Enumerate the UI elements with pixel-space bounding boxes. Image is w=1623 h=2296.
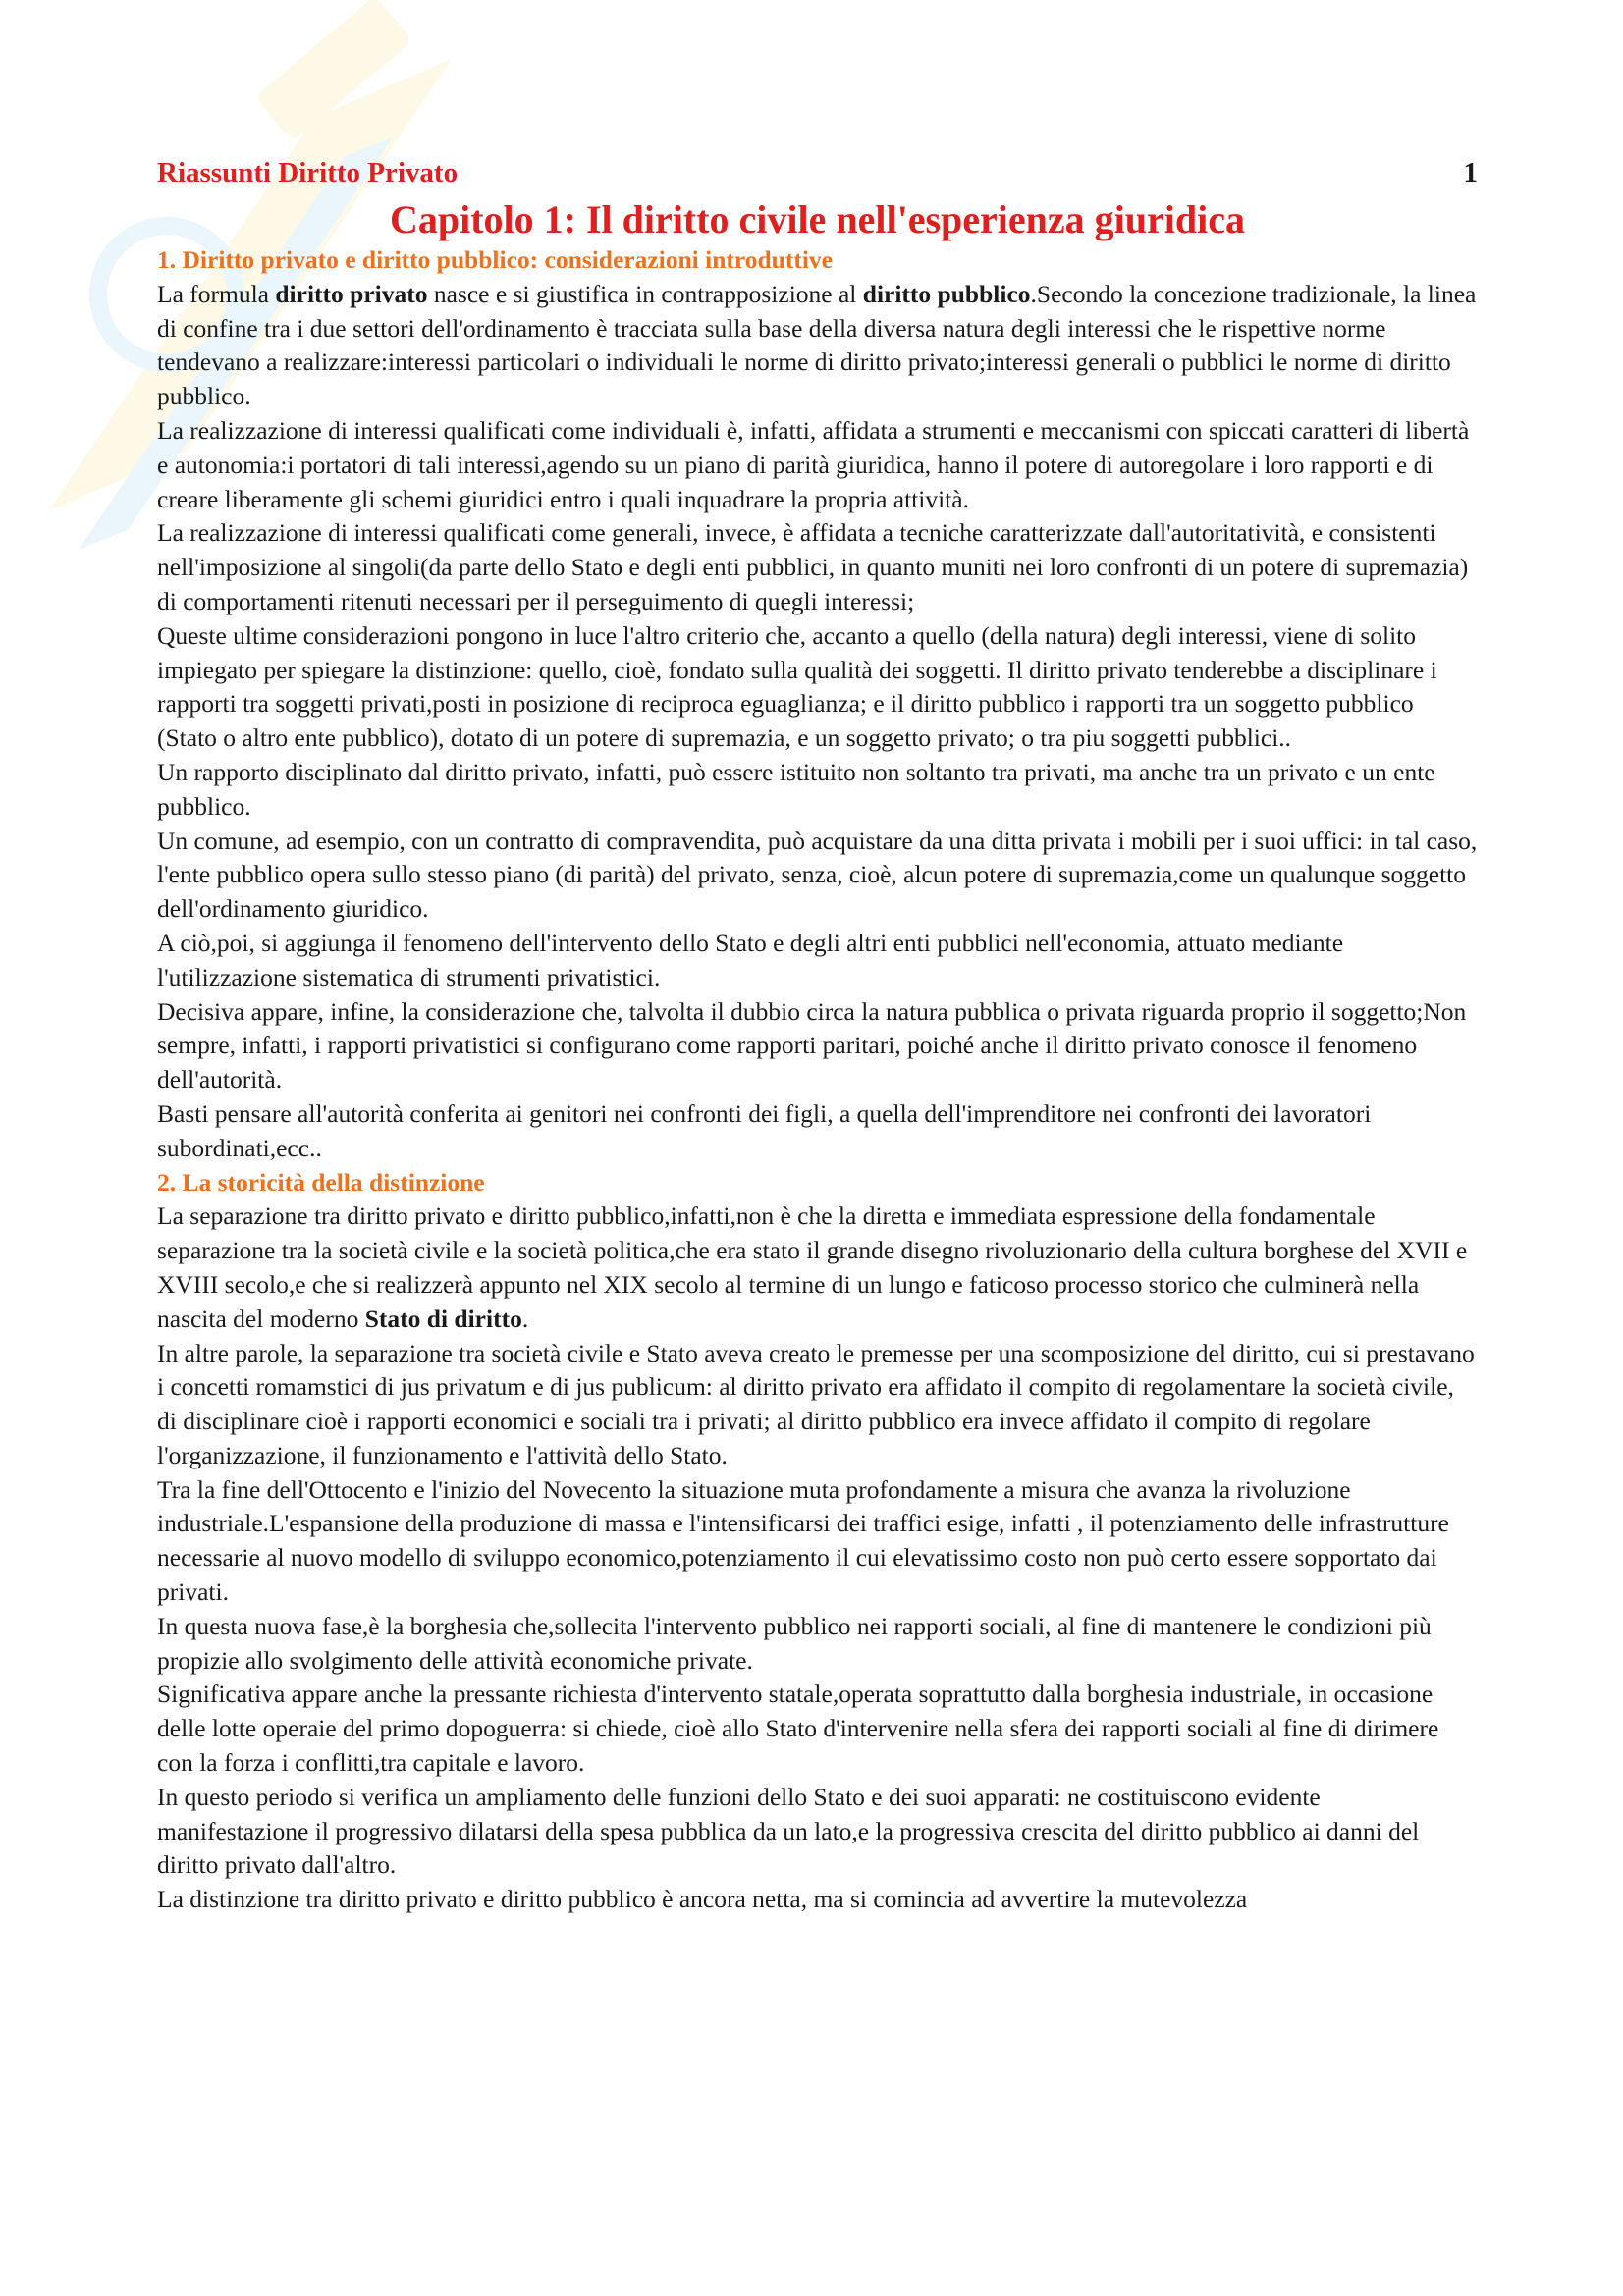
paragraph: Queste ultime considerazioni pongono in luce l'altro criterio che, accanto a quello (della natura) degli interessi, viene di solito impiegato per spiegare la distinzione: quello, cioè, fondato sulla qualità dei soggetti. Il diritto privato tenderebbe a disciplinare i rapporti tra soggetti privati,posti in posizione di reciproca eguaglianza; e il diritto pubblico i rapporti tra un soggetto pubblico (Stato o altro ente pubblico), dotato di un potere di supremazia, e un soggetto privato; o tra piu soggetti pubblici.. xyxy=(157,620,1437,753)
document-page xyxy=(157,157,1478,1917)
paragraph: La realizzazione di interessi qualificati come generali, invece, è affidata a tecniche caratterizzate dall'autoritatività, e consistenti nell'imposizione al singoli(da parte dello Stato e degli enti pubblici, in quanto muniti nei loro confronti di un potere di supremazia) di comportamenti ritenuti necessari per il perseguimento di quegli interessi; xyxy=(157,518,1469,615)
paragraph: La distinzione tra diritto privato e diritto pubblico è ancora netta, ma si comincia ad avvertire la mutevolezza xyxy=(157,1885,1248,1914)
paragraph: A ciò,poi, si aggiunga il fenomeno dell'intervento dello Stato e degli altri enti pubblici nell'economia, attuato mediante l'utilizzazione sistematica di strumenti privatistici. xyxy=(157,928,1344,991)
paragraph: Un comune, ad esempio, con un contratto di compravendita, può acquistare da una ditta privata i mobili per i suoi uffici: in tal caso, l'ente pubblico opera sullo stesso piano (di parità) del privato, senza, cioè, alcun potere di supremazia,come un qualunque soggetto dell'ordinamento giuridico. xyxy=(157,826,1478,924)
paragraph: Tra la fine dell'Ottocento e l'inizio del Novecento la situazione muta profondamente a misura che avanza la rivoluzione industriale.L'espansione della produzione di massa e l'intensificarsi dei traffici esige, infatti , il potenziamento delle infrastrutture necessarie al nuovo modello di sviluppo economico,potenziamento il cui elevatissimo costo non può certo essere sopportato dai privati. xyxy=(157,1474,1449,1607)
paragraph: La realizzazione di interessi qualificati come individuali è, infatti, affidata a strumenti e meccanismi con spiccati caratteri di libertà e autonomia:i portatori di tali interessi,agendo su un piano di parità giuridica, hanno il potere di autoregolare i loro rapporti e di creare liberamente gli schemi giuridici entro i quali inquadrare la propria attività. xyxy=(157,415,1470,513)
paragraph: Significativa appare anche la pressante richiesta d'intervento statale,operata soprattutto dalla borghesia industriale, in occasione delle lotte operaie del primo dopoguerra: si chiede, cioè allo Stato d'intervenire nella sfera dei rapporti sociali al fine di dirimere con la forza i conflitti,tra capitale e lavoro. xyxy=(157,1680,1439,1778)
paragraph: La separazione tra diritto privato e diritto pubblico,infatti,non è che la diretta e immediata espressione della fondamentale separazione tra la società civile e la società politica,che era stato il grande disegno rivoluzionario della cultura borghese del XVII e XVIII secolo,e che si realizzerà appunto nel XIX secolo al termine di un lungo e faticoso processo storico che culminerà nella nascita del moderno Stato di diritto. xyxy=(157,1201,1468,1333)
paragraph: In questa nuova fase,è la borghesia che,sollecita l'intervento pubblico nei rapporti sociali, al fine di mantenere le condizioni più propizie allo svolgimento delle attività economiche private. xyxy=(157,1611,1432,1675)
paragraph: Basti pensare all'autorità conferita ai genitori nei confronti dei figli, a quella dell'imprenditore nei confronti dei lavoratori subordinati,ecc.. xyxy=(157,1098,1372,1162)
section-heading: 2. La storicità della distinzione xyxy=(157,1167,485,1197)
paragraph: In altre parole, la separazione tra società civile e Stato aveva creato le premesse per una scomposizione del diritto, cui si prestavano i concetti romamstici di jus privatum e di jus publicum: al diritto privato era affidato il compito di regolamentare la società civile, di disciplinare cioè i rapporti economici e sociali tra i privati; al diritto pubblico era invece affidato il compito di regolare l'organizzazione, il funzionamento e l'attività dello Stato. xyxy=(157,1338,1475,1469)
page-header xyxy=(157,157,1478,196)
paragraph: In questo periodo si verifica un ampliamento delle funzioni dello Stato e dei suoi apparati: ne costituiscono evidente manifestazione il progressivo dilatarsi della spesa pubblica da un lato,e la progressiva crescita del diritto pubblico ai danni del diritto privato dall'altro. xyxy=(157,1782,1420,1880)
paragraph: Un rapporto disciplinato dal diritto privato, infatti, può essere istituito non soltanto tra privati, ma anche tra un privato e un ente pubblico. xyxy=(157,757,1435,821)
chapter-title: Capitolo 1: Il diritto civile nell'esperienza giuridica xyxy=(389,197,1245,241)
bold-term: Stato di diritto xyxy=(364,1304,522,1333)
paragraph: Decisiva appare, infine, la considerazione che, talvolta il dubbio circa la natura pubblica o privata riguarda proprio il soggetto;Non sempre, infatti, i rapporti privatistici si configurano come rapporti paritari, poiché anche il diritto privato conosce il fenomeno dell'autorità. xyxy=(157,996,1467,1095)
document-title: Riassunti Diritto Privato xyxy=(157,157,459,188)
paragraph: La formula diritto privato nasce e si giustifica in contrapposizione al diritto pubblico.Secondo la concezione tradizionale, la linea di confine tra i due settori dell'ordinamento è tracciata sulla base della diversa natura degli interessi che le rispettive norme tendevano a realizzare:interessi particolari o individuali le norme di diritto privato;interessi generali o pubblici le norme di diritto pubblico. xyxy=(157,279,1477,411)
page-number: 1 xyxy=(1463,157,1478,188)
bold-term: diritto privato xyxy=(275,279,428,308)
bold-term: diritto pubblico xyxy=(862,279,1031,308)
section-heading: 1. Diritto privato e diritto pubblico: considerazioni introduttive xyxy=(157,245,834,274)
